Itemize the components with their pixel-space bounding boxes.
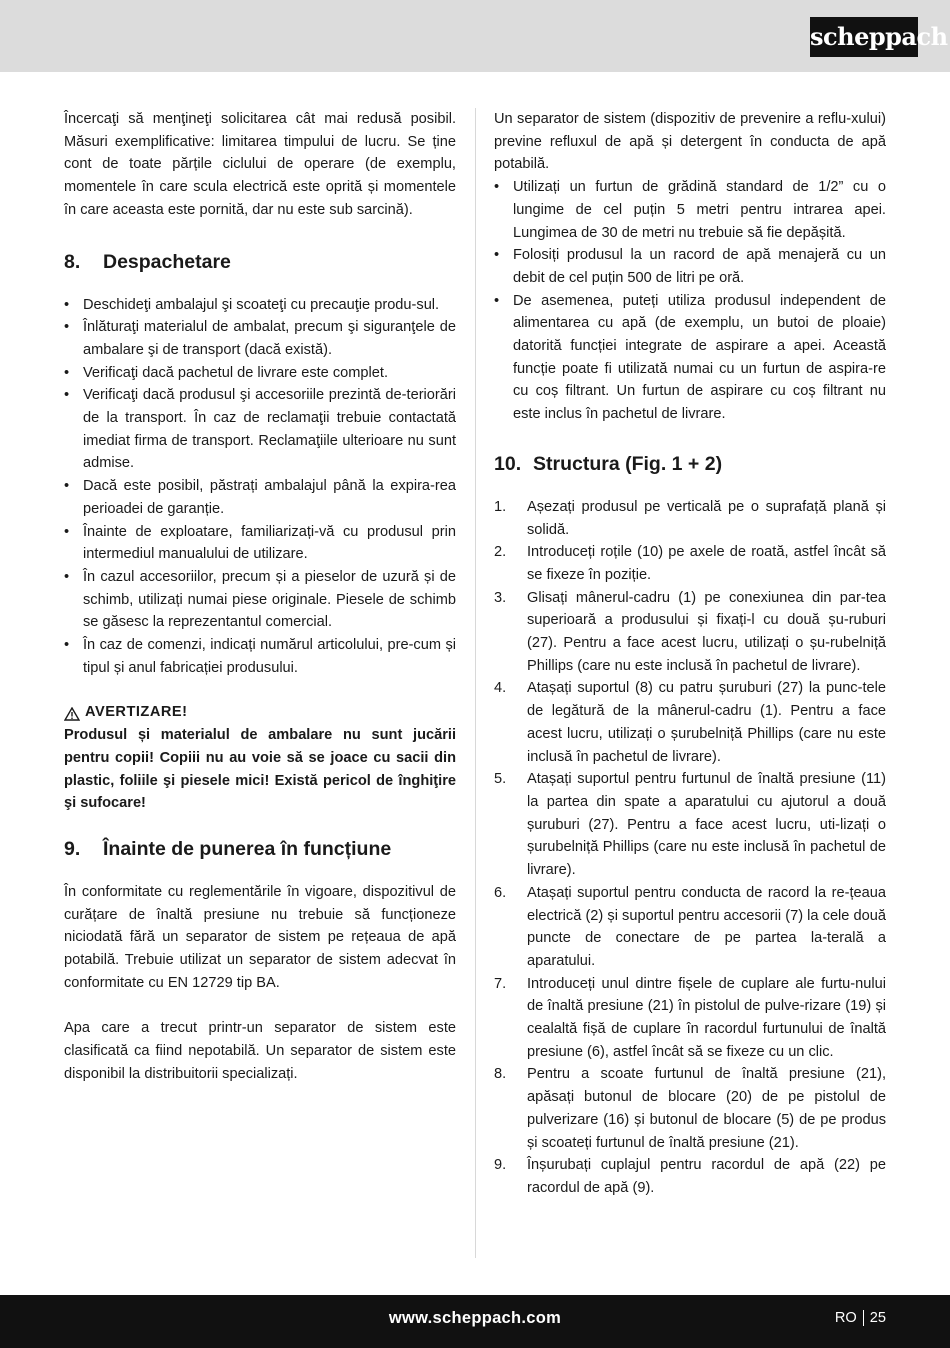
step-text: Atașați suportul pentru furtunul de înaltă presiune (11) la partea din spate a aparatului cu ajutorul a două șuruburi (27). Pentru a face acest lucru, uti-lizați o șurubelniță Phillips (care nu este inclusă în pachetul de livrare). bbox=[527, 771, 886, 879]
assembly-step bbox=[494, 882, 886, 973]
list-item: • Înainte de exploatare, familiarizați-vă cu produsul prin intermediul manualului de utilizare. bbox=[64, 521, 456, 566]
list-item: • În cazul accesoriilor, precum și a pieselor de uzură și de schimb, utilizați numai piese originale. Piesele de schimb se găsesc la reprezentantul comercial. bbox=[64, 566, 456, 634]
step-text: Introduceți unul dintre fișele de cuplare ale furtu-nului de înaltă presiune (21) în pistolul de pulve-rizare (19) și cealaltă fișă de cuplare în racordul furtunului de înaltă presiune (6), astfel încât să se fixeze cu un clic. bbox=[527, 975, 886, 1060]
column-divider bbox=[475, 108, 476, 1258]
list-item: • Verificaţi dacă produsul şi accesoriile prezintă de-teriorări de la transport. În caz de reclamaţii trebuie contactată imediat firma de transport. Reclamaţiile ulterioare nu sunt admise. bbox=[64, 384, 456, 475]
section-9-paragraph-2: Apa care a trecut printr-un separator de sistem este clasificată ca fiind nepotabilă. Un separator de sistem este disponibil la distribuitorii specializați. bbox=[64, 1020, 456, 1082]
warning-title-text: AVERTIZARE! bbox=[85, 704, 188, 721]
footer-separator bbox=[863, 1310, 864, 1326]
list-item: • De asemenea, puteți utiliza produsul independent de alimentarea cu apă (de exemplu, un butoi de ploaie) datorită funcției integrate de aspirare a apei. Această funcție poate fi utilizată numai cu un furtun de aspira-re cu coș filtrant. Un furtun de aspirare cu coș filtrant nu este inclus în pachetul de livrare. bbox=[494, 290, 886, 426]
step-number: 7. bbox=[494, 975, 507, 992]
section-9-paragraph-1: În conformitate cu reglementările în vigoare, dispozitivul de curățare de înaltă presiune nu trebuie să funcționeze niciodată fără un separator de sistem pe rețeaua de apă potabilă. Trebuie utilizat un separator de sistem adecvat în conformitate cu EN 12729 tip BA. bbox=[64, 883, 456, 991]
step-number: 6. bbox=[494, 884, 507, 901]
scheppach-logo: scheppach bbox=[810, 17, 918, 57]
section-title: Înainte de punerea în funcțiune bbox=[103, 837, 392, 860]
step-text: Așezați produsul pe verticală pe o suprafață plană și solidă. bbox=[527, 498, 886, 538]
step-number: 5. bbox=[494, 771, 507, 788]
assembly-step bbox=[494, 677, 886, 768]
warning-body: Produsul și materialul de ambalare nu sunt jucării pentru copii! Copiii nu au voie să se joace cu sacii din plastic, foliile şi piesele mici! Există pericol de înghiţire şi sufocare! bbox=[64, 727, 456, 812]
step-number: 8. bbox=[494, 1066, 507, 1083]
assembly-step bbox=[494, 973, 886, 1064]
footer-website-link[interactable]: www.scheppach.com bbox=[388, 1309, 562, 1327]
list-item: • Deschideţi ambalajul şi scoateţi cu precauţie produ-sul. bbox=[64, 294, 456, 317]
step-text: Atașați suportul (8) cu patru șuruburi (27) la punc-tele de legătură de la mânerul-cadru (1). Pentru a face acest lucru, utilizați o șurubelniță Phillips (care nu este inclusă în pachetul de livrare). bbox=[527, 680, 886, 765]
step-text: Introduceți roțile (10) pe axele de roată, astfel încât să se fixeze în poziție. bbox=[527, 544, 886, 583]
step-text: Înșurubați cuplajul pentru racordul de apă (22) pe racordul de apă (9). bbox=[527, 1157, 886, 1196]
header-band bbox=[0, 0, 950, 72]
section-title: Structura (Fig. 1 + 2) bbox=[533, 452, 723, 475]
separator-paragraph: Un separator de sistem (dispozitiv de prevenire a reflu-xului) previne refluxul de apă și detergent în conducta de apă potabilă. bbox=[494, 111, 886, 173]
intro-paragraph: Încercaţi să menţineţi solicitarea cât mai redusă posibil. Măsuri exemplificative: limitarea timpului de lucru. Se ține cont de toate părțile ciclului de operare (de exemplu, momentele în care scula electrică este oprită și momentele în care aceasta este pornită, dar nu este sub sarcină). bbox=[64, 111, 456, 218]
step-number: 2. bbox=[494, 544, 507, 561]
assembly-steps-list bbox=[494, 496, 886, 1200]
assembly-step bbox=[494, 1063, 886, 1154]
warning-title bbox=[64, 701, 456, 724]
footer-page-indicator bbox=[835, 1310, 886, 1326]
assembly-step bbox=[494, 768, 886, 882]
step-text: Atașați suportul pentru conducta de racord la re-țeaua electrică (2) și suportul pentru accesorii (7) la cele două puncte de conectare de pe partea la-terală a aparatului. bbox=[527, 884, 886, 969]
step-text: Glisați mânerul-cadru (1) pe conexiunea din par-tea superioară a produsului și fixați-l cu două șu-ruburi (27). Pentru a face acest lucru, utilizați o șu-rubelniță Phillips (care nu este inclusă în pachetul de livrare). bbox=[527, 589, 886, 674]
list-item: • Înlăturaţi materialul de ambalat, precum şi siguranţele de ambalare şi de transport (dacă există). bbox=[64, 316, 456, 361]
warning-triangle-icon bbox=[64, 706, 80, 720]
footer-page-number: 25 bbox=[869, 1310, 886, 1326]
section-number: 8. bbox=[64, 250, 81, 273]
footer-band bbox=[0, 1295, 950, 1348]
step-number: 1. bbox=[494, 498, 507, 515]
water-supply-list bbox=[494, 176, 886, 426]
right-column bbox=[494, 108, 886, 1200]
list-item: • Utilizați un furtun de grădină standard de 1/2” cu o lungime de cel puțin 5 metri pentru intrarea apei. Lungimea de 30 de metri nu trebuie să fie depășită. bbox=[494, 176, 886, 244]
section-title: Despachetare bbox=[103, 250, 231, 273]
assembly-step bbox=[494, 496, 886, 541]
step-number: 9. bbox=[494, 1157, 507, 1174]
left-column bbox=[64, 108, 456, 1085]
footer-language: RO bbox=[834, 1310, 857, 1326]
list-item: • Folosiți produsul la un racord de apă menajeră cu un debit de cel puțin 500 de litri pe oră. bbox=[494, 244, 886, 289]
list-item: • Verificaţi dacă pachetul de livrare este complet. bbox=[64, 362, 456, 385]
section-8-heading bbox=[64, 248, 456, 276]
section-number: 10. bbox=[494, 452, 522, 475]
section-9-heading bbox=[64, 835, 456, 863]
list-item: • În caz de comenzi, indicați numărul articolului, pre-cum și tipul și anul fabricației produsului. bbox=[64, 634, 456, 679]
section-number: 9. bbox=[64, 837, 81, 860]
unpacking-list bbox=[64, 294, 456, 680]
assembly-step bbox=[494, 541, 886, 586]
step-number: 4. bbox=[494, 680, 507, 697]
assembly-step bbox=[494, 587, 886, 678]
section-10-heading bbox=[494, 450, 886, 478]
list-item: • Dacă este posibil, păstrați ambalajul până la expira-rea perioadei de garanție. bbox=[64, 475, 456, 520]
assembly-step bbox=[494, 1154, 886, 1199]
step-number: 3. bbox=[494, 589, 507, 606]
step-text: Pentru a scoate furtunul de înaltă presiune (21), apăsați butonul de blocare (20) de pe pistolul de pulverizare (16) și butonul de blocare (5) de pe produs și scoateți furtunul de înaltă presiune (21). bbox=[527, 1066, 886, 1151]
